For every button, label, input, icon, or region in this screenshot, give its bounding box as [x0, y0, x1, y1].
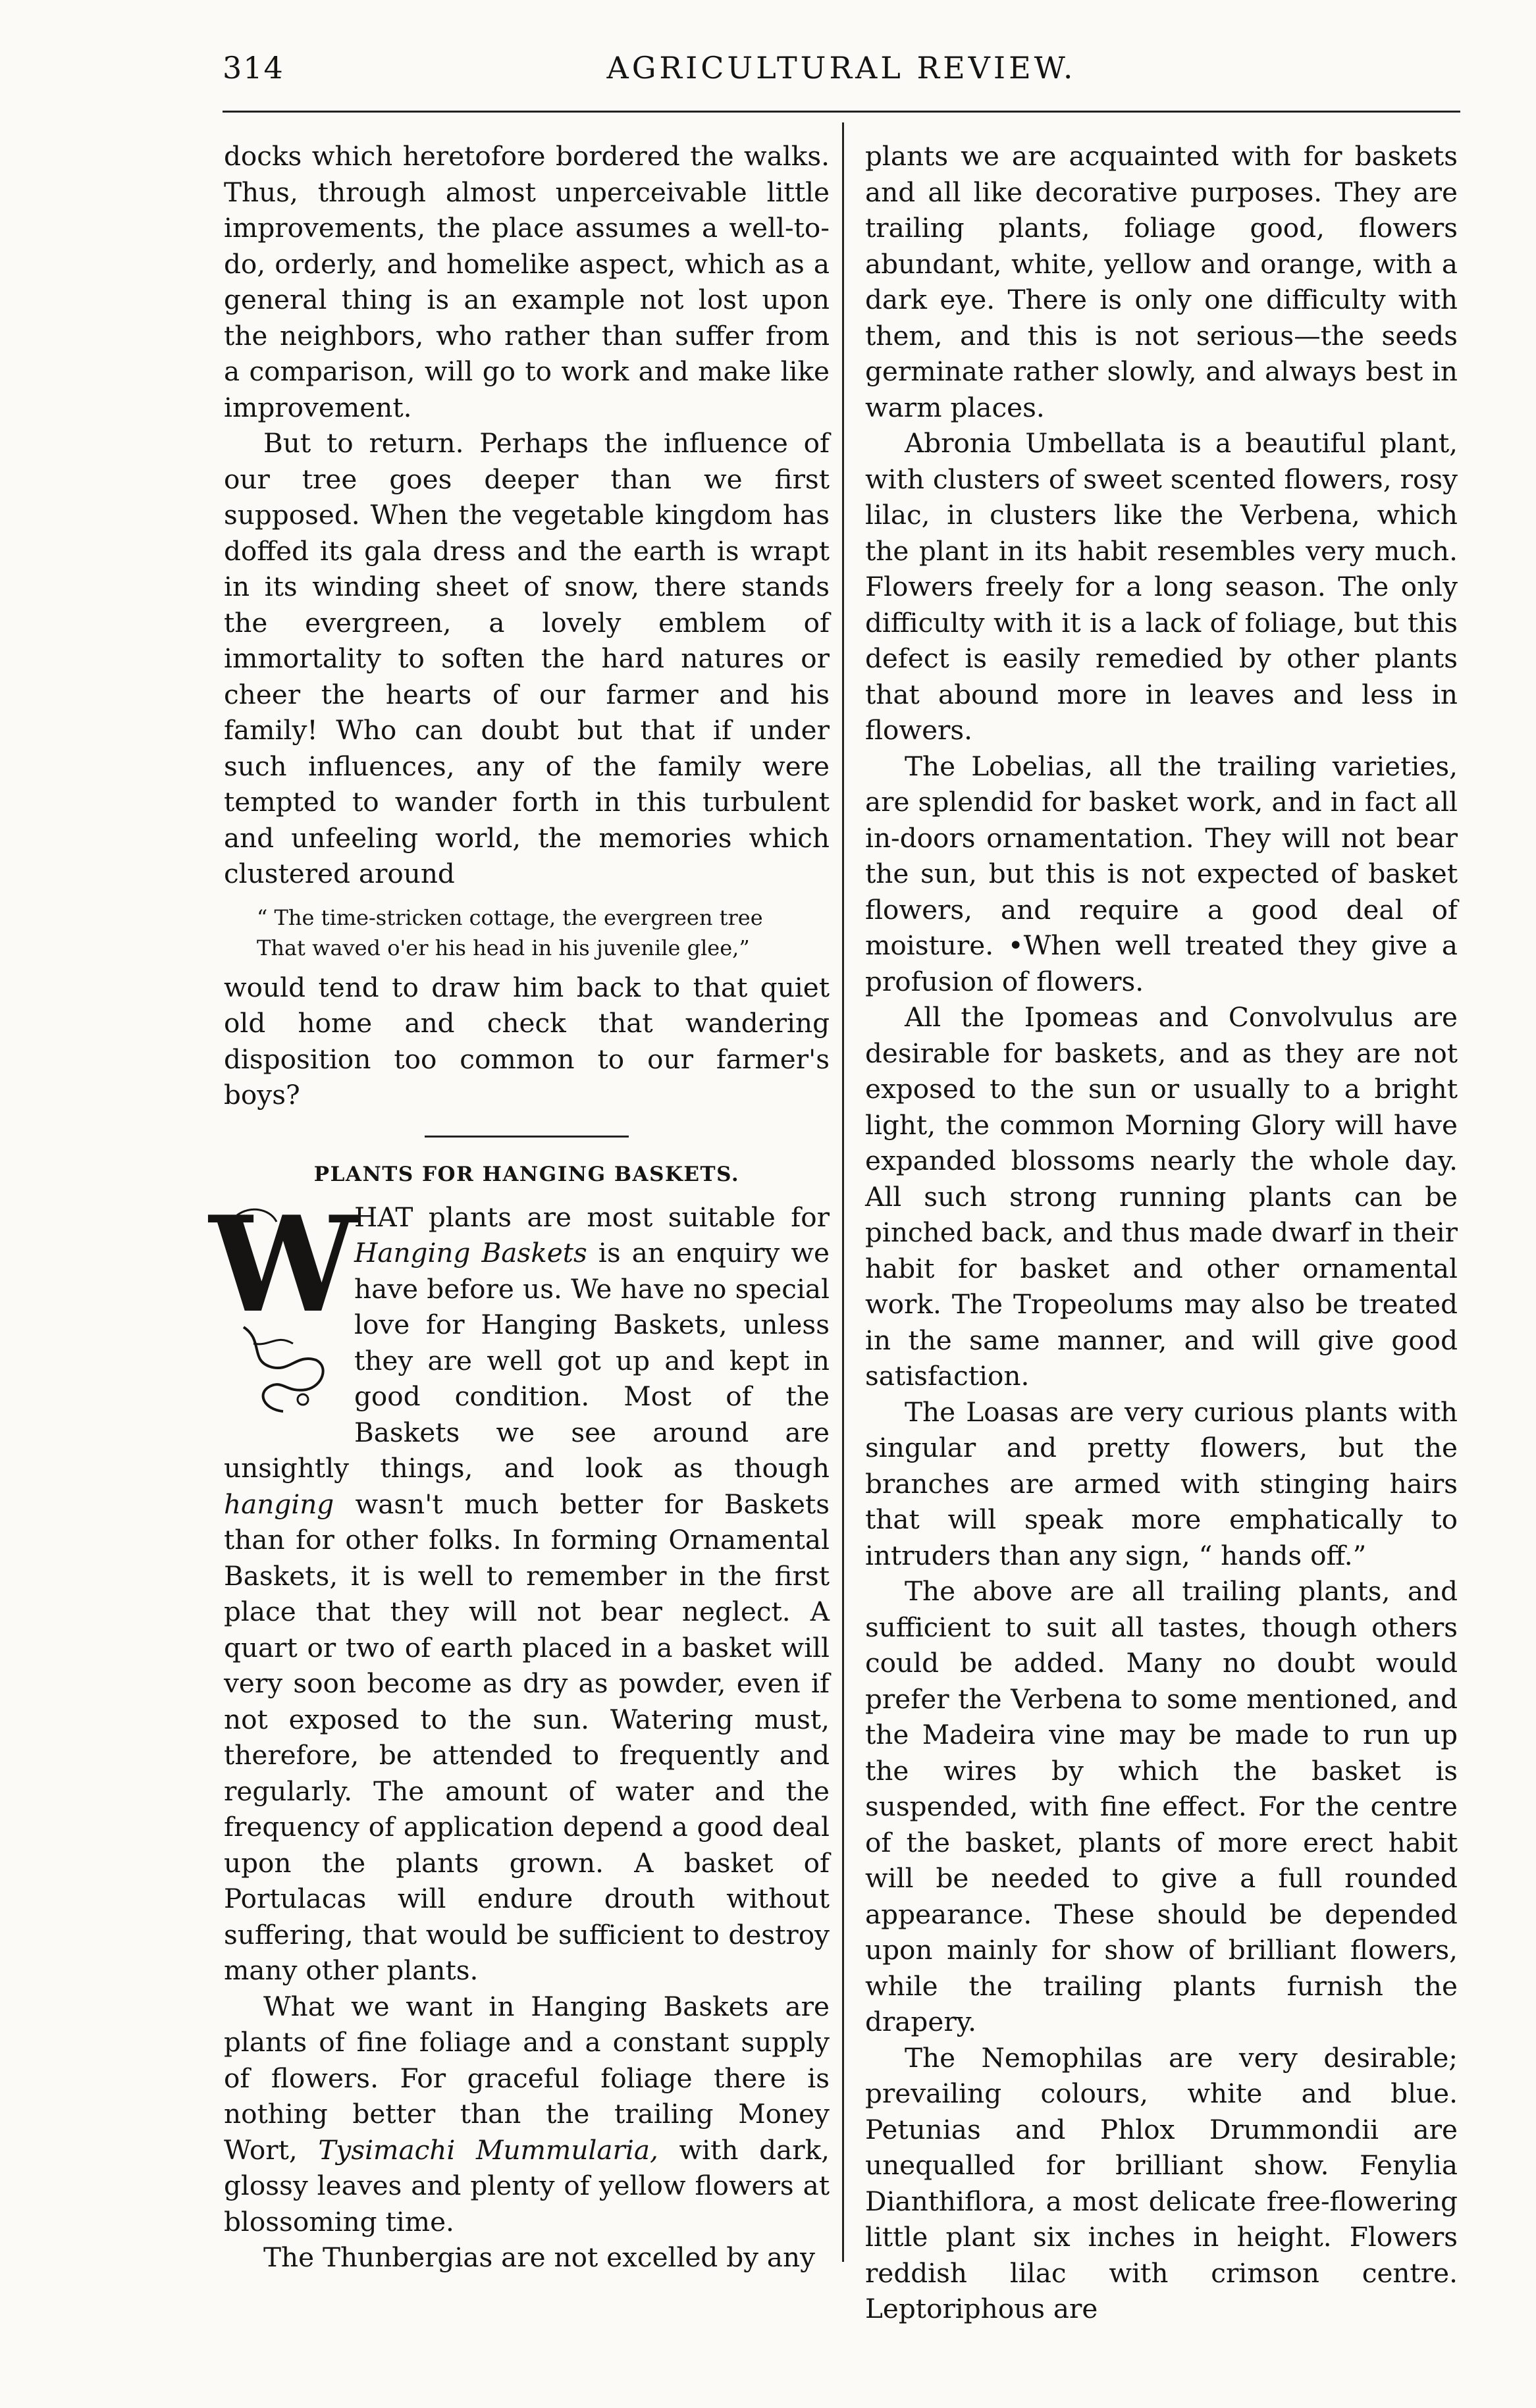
running-head	[223, 50, 1460, 90]
header-rule	[223, 111, 1460, 113]
text-run: with dark, glossy leaves and plenty of yellow flowers at blossoming time.	[224, 2133, 830, 2238]
journal-title: AGRICULTURAL REVIEW.	[606, 50, 1076, 86]
paragraph	[224, 1989, 830, 2240]
paragraph: would tend to draw him back to that quiet old home and check that wandering disposition too common to our farmer's boys?	[224, 971, 830, 1111]
paragraph: The Nemophilas are very desirable; prevailing colours, white and blue. Petunias and Phlox Drummondii are unequalled for brilliant show. Fenylia Dianthiflora, a most delicate free-flowering little plant six inches in height. Flowers reddish lilac with crimson centre. Leptoriphous are	[865, 2041, 1458, 2324]
svg-text:W: W	[209, 1187, 358, 1342]
verse-quote	[257, 903, 830, 963]
section-heading: PLANTS FOR HANGING BASKETS.	[313, 1162, 740, 1186]
left-column	[209, 138, 830, 2276]
column-divider	[842, 122, 844, 2262]
paragraph: Abronia Umbellata is a beautiful plant, with clusters of sweet scented flowers, rosy lilac, in clusters like the Verbena, which the plant in its habit resembles very much. Flowers freely for a long season. The only difficulty with it is a lack of foliage, but this defect is easily remedied by other plants that abound more in leaves and less in flowers.	[865, 427, 1458, 746]
paragraph: The above are all trailing plants, and sufficient to suit all tastes, though others could be added. Many no doubt would prefer the Verbena to some mentioned, and the Madeira vine may be made to run up the wires by which the basket is suspended, with fine effect. For the centre of the basket, plants of more erect habit will be needed to give a full rounded appearance. These should be depended upon mainly for show of brilliant flowers, while the trailing plants furnish the drapery.	[865, 1575, 1458, 2037]
paragraph: The Loasas are very curious plants with singular and pretty flowers, but the branches are armed with stinging hairs that will speak more emphatically to intruders than any sign, “ hands off.”	[865, 1396, 1458, 1571]
italic-text: hanging	[224, 1488, 334, 1520]
page-number: 314	[223, 50, 284, 86]
text-run: HAT plants are most suitable for	[354, 1201, 830, 1233]
paragraph: The Lobelias, all the trailing varieties, are splendid for basket work, and in fact all in-doors ornamentation. They will not bear the sun, but this is not expected of basket flowers, and require a good deal of moisture. •When well treated they give a profusion of flowers.	[865, 750, 1458, 997]
quote-line: “ The time-stricken cottage, the evergreen tree	[257, 904, 763, 930]
text-run: wasn't much better for Baskets than for other folks. In forming Ornamental Baskets, it is well to remember in the first place that they will not bear neglect. A quart or two of earth placed in a basket will very soon become as dry as powder, even if not exposed to the sun. Watering must, therefore, be attended to frequently and regularly. The amount of water and the frequency of application depend a good deal upon the plants grown. A basket of Portulacas will endure drouth without suffering, that would be sufficient to destroy many other plants.	[224, 1488, 830, 1986]
italic-text: Tysimachi Mummularia,	[318, 2133, 658, 2166]
text-run: What we want in Hanging Baskets are plants of fine foliage and a constant supply of flowers. For graceful foliage there is nothing better than the trailing Money Wort,	[224, 1990, 830, 2166]
paragraph-with-dropcap	[209, 1187, 830, 1989]
paragraph: plants we are acquainted with for baskets and all like decorative purposes. They are trailing plants, foliage good, flowers abundant, white, yellow and orange, with a dark eye. There is only one difficulty with them, and this is not serious—the seeds germinate rather slowly, and always best in warm places.	[865, 140, 1458, 423]
quote-line: That waved o'er his head in his juvenile glee,”	[257, 935, 750, 960]
section-separator	[425, 1136, 629, 1138]
text-run: is an enquiry we have before us. We have no special love for Hanging Baskets, unless they are well got up and kept in good condition. Most of the Baskets we see around are unsightly things, and look as though	[224, 1237, 830, 1484]
paragraph: docks which heretofore bordered the walks. Thus, through almost unperceivable little improvements, the place assumes a well-to-do, orderly, and homelike aspect, which as a general thing is an example not lost upon the neighbors, who rather than suffer from a comparison, will go to work and make like improvement.	[224, 140, 830, 423]
italic-text: Hanging Baskets	[354, 1237, 587, 1269]
ornamental-dropcap	[209, 1187, 358, 1419]
paragraph: But to return. Perhaps the influence of our tree goes deeper than we first supposed. When the vegetable kingdom has doffed its gala dress and the earth is wrapt in its winding sheet of snow, there stands the evergreen, a lovely emblem of immortality to soften the hard natures or cheer the hearts of our farmer and his family! Who can doubt but that if under such influences, any of the family were tempted to wander forth in this turbulent and unfeeling world, the memories which clustered around	[224, 427, 830, 889]
paragraph: The Thunbergias are not excelled by any	[263, 2241, 816, 2273]
paragraph: All the Ipomeas and Convolvulus are desirable for baskets, and as they are not exposed to the sun or usually to a bright light, the common Morning Glory will have expanded blossoms nearly the whole day. All such strong running plants can be pinched back, and thus made dwarf in their habit for basket and other ornamental work. The Tropeolums may also be treated in the same manner, and will give good satisfaction.	[865, 1001, 1458, 1392]
right-column	[865, 138, 1458, 2327]
